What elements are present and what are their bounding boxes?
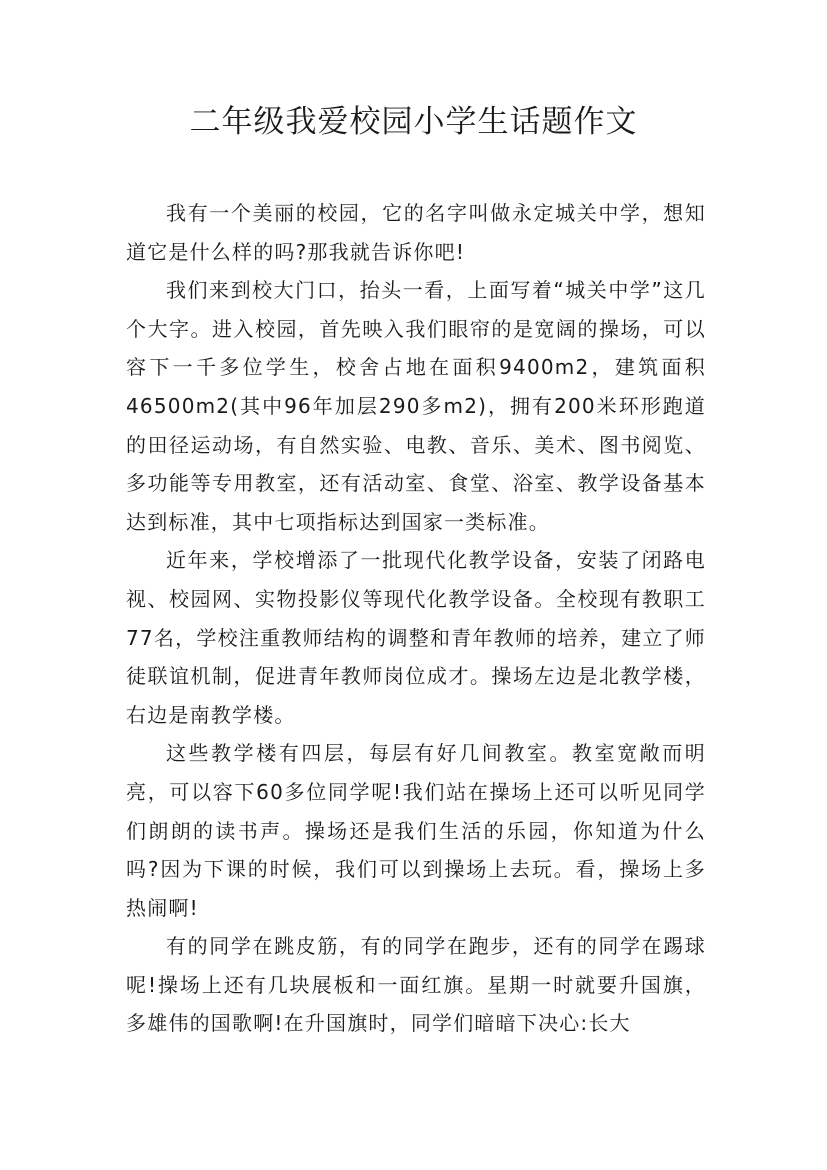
paragraph: 有的同学在跳皮筋，有的同学在跑步，还有的同学在踢球呢!操场上还有几块展板和一面红旗。星期一时就要升国旗，多雄伟的国歌啊!在升国旗时，同学们暗暗下决心:长大 — [126, 934, 706, 1036]
paragraph: 这些教学楼有四层，每层有好几间教室。教室宽敞而明亮，可以容下60多位同学呢!我们站在操场上还可以听见同学们朗朗的读书声。操场还是我们生活的乐园，你知道为什么吗?因为下课的时候，我们可以到操场上去玩。看，操场上多热闹啊! — [126, 741, 706, 920]
paragraph: 我有一个美丽的校园，它的名字叫做永定城关中学，想知道它是什么样的吗?那我就告诉你吧! — [126, 201, 706, 264]
paragraph: 近年来，学校增添了一批现代化教学设备，安装了闭路电视、校园网、实物投影仪等现代化教学设备。全校现有教职工77名，学校注重教师结构的调整和青年教师的培养，建立了师徒联谊机制，促进青年教师岗位成才。操场左边是北教学楼，右边是南教学楼。 — [126, 548, 706, 727]
document-title: 二年级我爱校园小学生话题作文 — [189, 104, 638, 140]
document-body — [126, 194, 706, 1043]
paragraph: 我们来到校大门口，抬头一看，上面写着“城关中学”这几个大字。进入校园，首先映入我们眼帘的是宽阔的操场，可以容下一千多位学生，校舍占地在面积9400m2，建筑面积46500m2(其中96年加层290多m2)，拥有200米环形跑道的田径运动场，有自然实验、电教、音乐、美术、图书阅览、多功能等专用教室，还有活动室、食堂、浴室、教学设备基本达到标准，其中七项指标达到国家一类标准。 — [126, 278, 706, 534]
